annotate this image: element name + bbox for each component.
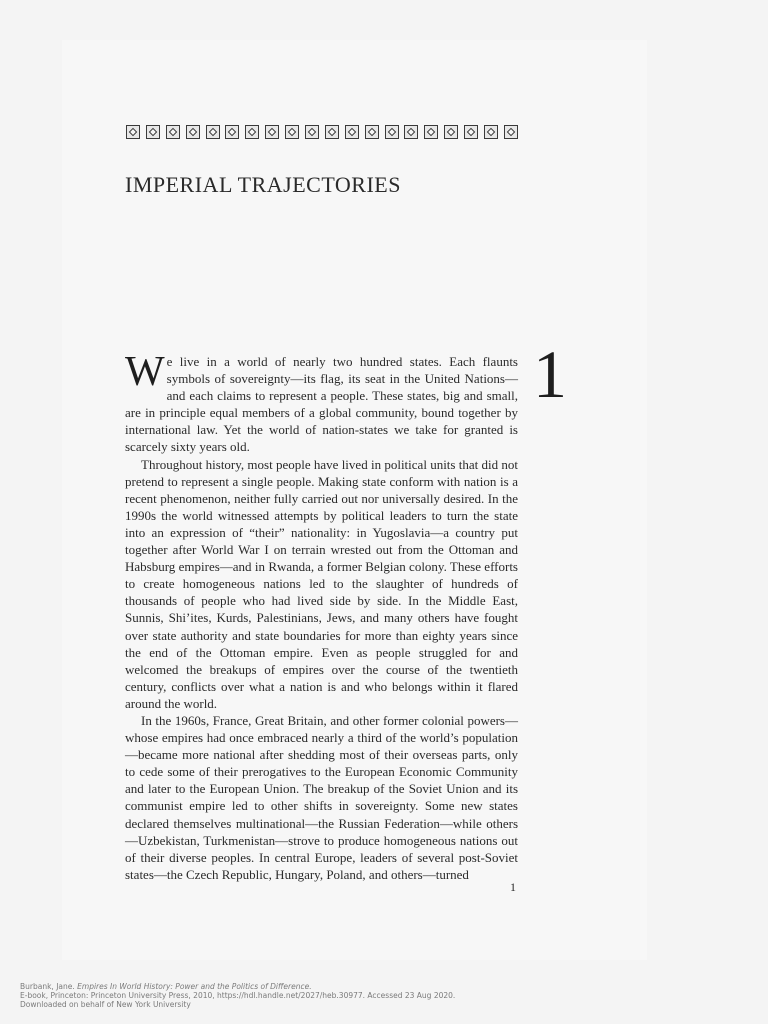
paragraph-2: Throughout history, most people have lived in political units that did not pretend to represent a single people. Making state conform with nation is a recent phenomenon, neither fully carried out nor universally desired. In the 1990s the world witnessed attempts by political leaders to turn the state into an expression of “their” nationality: in Yugoslavia—a country put together after World War I on terrain wrested out from the Ottoman and Habsburg empires—and in Rwanda, a former Belgian colony. These efforts to create homogeneous nations led to the slaughter of hundreds of thousands of people who had lived side by side. In the Middle East, Sunnis, Shi’ites, Kurds, Palestinians, Jews, and many others have fought over state authority and state boundaries for more than eighty years since the end of the Ottoman empire. Even as people struggled for and welcomed the breakups of empires over the course of the twentieth century, conflicts over what a nation is and who belongs within it flared around the world.	[125, 456, 518, 711]
ornament-icon	[424, 125, 438, 139]
ornament-icon	[404, 125, 418, 139]
paragraph-1-text: e live in a world of nearly two hundred states. Each flaunts symbols of sovereignty—its flag, its seat in the United Nations—and each claims to represent a people. These states, big and small, are in principle equal members of a global community, bound together by international law. Yet the world of nation-states we take for granted is scarcely sixty years old.	[125, 354, 518, 455]
ornament-icon	[365, 125, 379, 139]
ornament-border	[126, 125, 518, 139]
ornament-icon	[186, 125, 200, 139]
ornament-icon	[325, 125, 339, 139]
citation-line-1: Burbank, Jane. Empires In World History: Power and the Politics of Difference.	[20, 982, 312, 991]
ornament-icon	[166, 125, 180, 139]
ornament-icon	[126, 125, 140, 139]
chapter-title: IMPERIAL TRAJECTORIES	[125, 172, 401, 197]
drop-cap: W	[125, 349, 165, 395]
paragraph-3: In the 1960s, France, Great Britain, and other former colonial powers—whose empires had once embraced nearly a third of the world’s population—became more national after shedding most of their overseas parts, only to cede some of their prerogatives to the European Economic Community and later to the European Union. The breakup of the Soviet Union and its communist empire led to other shifts in sovereignty. Some new states declared themselves multinational—the Russian Federation—while others—Uzbekistan, Turkmenistan—strove to produce homogeneous nations out of their diverse peoples. In central Europe, leaders of several post-Soviet states—the Czech Republic, Hungary, Poland, and others—turned	[125, 712, 518, 882]
ornament-icon	[444, 125, 458, 139]
chapter-number: 1	[533, 336, 567, 412]
citation-footer	[20, 982, 455, 1009]
ornament-icon	[464, 125, 478, 139]
ornament-icon	[206, 125, 220, 139]
ornament-icon	[504, 125, 518, 139]
citation-line-2: E-book, Princeton: Princeton University Press, 2010, https://hdl.handle.net/2027/heb.30977. Accessed 23 Aug 2020.	[20, 991, 456, 1000]
ornament-icon	[345, 125, 359, 139]
citation-line-3: Downloaded on behalf of New York University	[20, 1000, 191, 1009]
chapter-body	[125, 349, 518, 883]
ornament-icon	[285, 125, 299, 139]
page-number: 1	[510, 880, 516, 894]
ornament-icon	[265, 125, 279, 139]
ornament-icon	[385, 125, 399, 139]
paragraph-1	[125, 349, 518, 456]
ornament-icon	[484, 125, 498, 139]
ornament-icon	[305, 125, 319, 139]
ornament-icon	[245, 125, 259, 139]
ornament-icon	[225, 125, 239, 139]
ornament-icon	[146, 125, 160, 139]
book-title: Empires In World History: Power and the Politics of Difference.	[77, 982, 312, 991]
